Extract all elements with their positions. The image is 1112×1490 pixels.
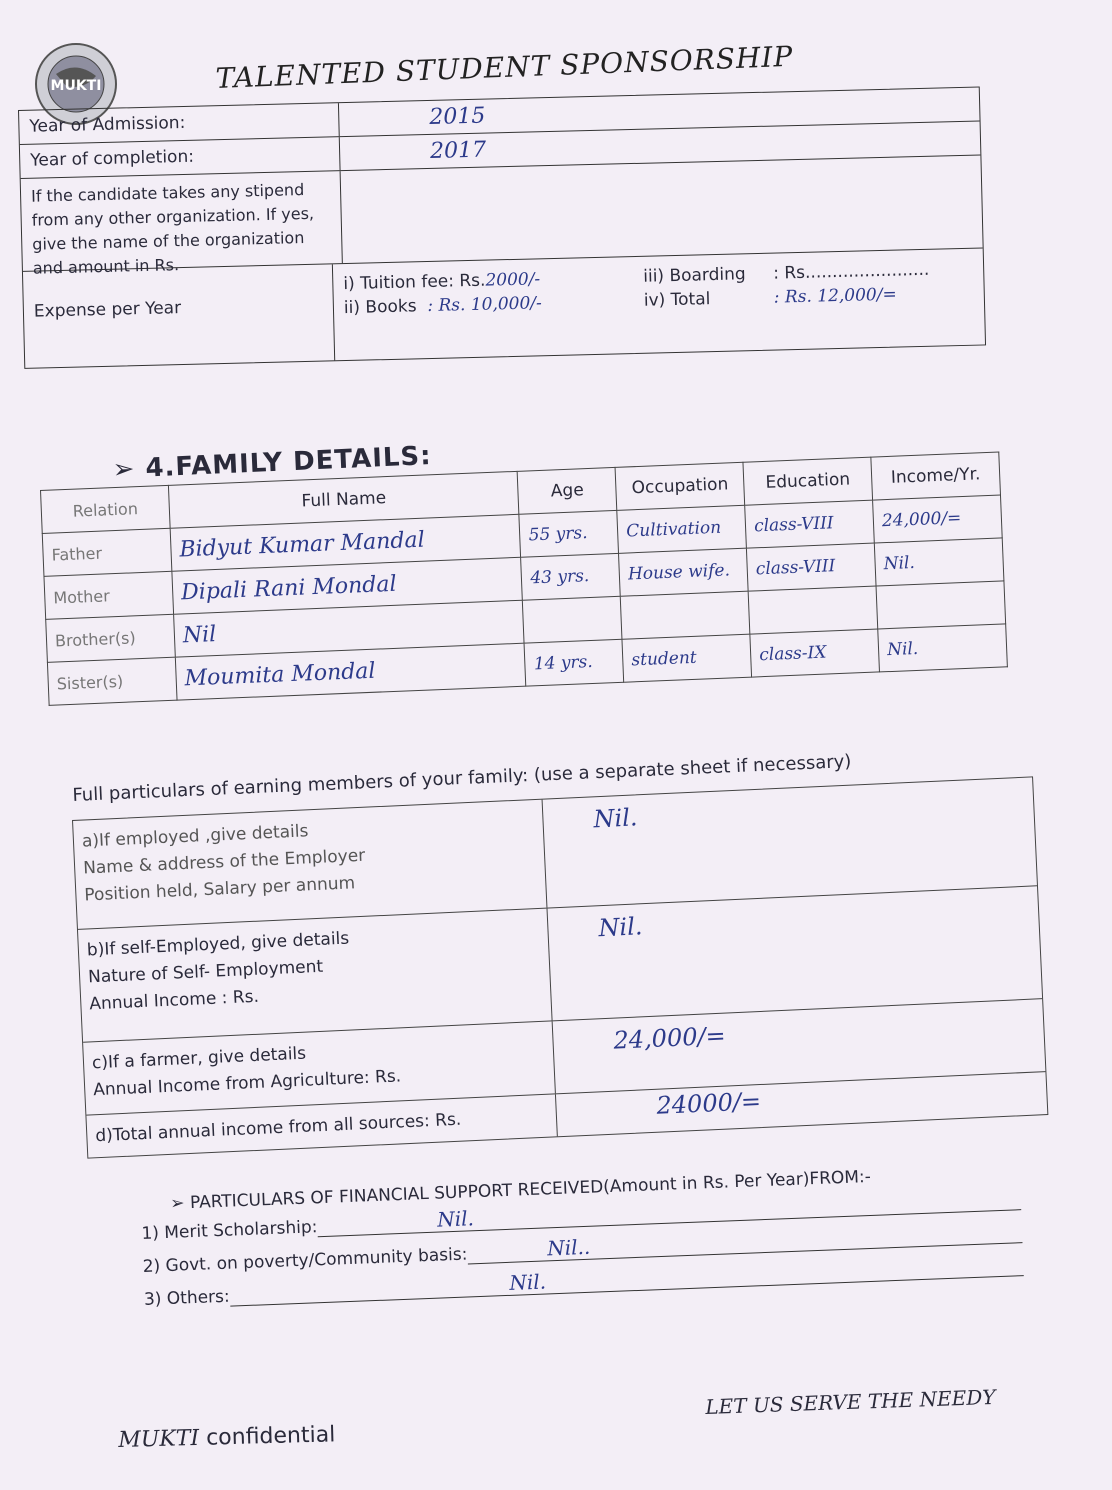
stipend-label: If the candidate takes any stipend from any other organization. If yes, give the name of the organization and amount in Rs.: [21, 171, 343, 271]
motto: LET US SERVE THE NEEDY: [705, 1384, 996, 1419]
completion-label: Year of completion:: [20, 137, 341, 178]
logo-text: MUKTI: [50, 78, 102, 94]
others-value: Nil.: [229, 1251, 1024, 1306]
self-employed-value: Nil.: [597, 912, 644, 943]
header-income: Income/Yr.: [871, 452, 1001, 500]
age-cell: 55 yrs.: [519, 510, 618, 557]
brand-name: MUKTI: [118, 1425, 200, 1453]
govt-value: Nil..: [467, 1218, 1023, 1264]
boarding-label: iii) Boarding: [643, 264, 746, 287]
name-cell: Nil: [174, 600, 525, 657]
admission-value: 2015: [428, 103, 486, 130]
self-employed-label: b)If self-Employed, give details Nature of Self- Employment Annual Income : Rs.: [78, 909, 553, 1042]
age-cell: 43 yrs.: [521, 553, 620, 600]
education-cell: [748, 586, 878, 634]
admission-label: Year of Admission:: [19, 103, 340, 144]
others-label: 3) Others:: [143, 1286, 231, 1310]
total-income-label: d)Total annual income from all sources: Rs.: [86, 1094, 557, 1157]
financial-heading: ➢ PARTICULARS OF FINANCIAL SUPPORT RECEIVED(Amount in Rs. Per Year)FROM:-: [169, 1166, 872, 1214]
books-value: : Rs. 10,000/-: [427, 293, 543, 317]
expense-label: Expense per Year: [23, 264, 335, 368]
education-cell: class-VIII: [745, 500, 875, 548]
age-cell: 14 yrs.: [525, 639, 624, 686]
confidential-note: [118, 1422, 336, 1453]
family-heading: ➢ 4.FAMILY DETAILS:: [112, 441, 433, 485]
farmer-value: 24,000/=: [612, 1021, 727, 1055]
total-income-value: 24000/=: [655, 1087, 762, 1120]
relation-cell: Brother(s): [46, 614, 176, 662]
family-table: [40, 451, 1008, 705]
income-cell: [876, 581, 1006, 629]
earning-heading: Full particulars of earning members of your family: (use a separate sheet if necessary): [72, 750, 852, 806]
confidential-label: confidential: [205, 1422, 336, 1451]
form-title: TALENTED STUDENT SPONSORSHIP: [215, 39, 794, 95]
tuition-label: i) Tuition fee: Rs.: [343, 270, 486, 295]
occupation-cell: student: [622, 634, 752, 682]
employed-value: Nil.: [592, 803, 639, 834]
arrow-icon: ➢: [112, 453, 147, 485]
boarding-value: : Rs.......................: [772, 259, 930, 284]
total-label: iv) Total: [643, 289, 711, 311]
header-relation: Relation: [41, 485, 171, 533]
employed-label: a)If employed ,give details Name & address of the Employer Position held, Salary per annum: [73, 800, 547, 929]
financial-support-section: [140, 1161, 1024, 1318]
occupation-cell: Cultivation: [617, 505, 747, 553]
header-occupation: Occupation: [615, 462, 745, 510]
education-cell: class-VIII: [746, 543, 876, 591]
income-cell: Nil.: [874, 538, 1004, 586]
name-cell: Dipali Rani Mondal: [172, 557, 523, 614]
merit-value: Nil.: [317, 1185, 1021, 1237]
merit-label: 1) Merit Scholarship:: [141, 1217, 318, 1244]
completion-value: 2017: [429, 137, 487, 164]
relation-cell: Father: [42, 528, 172, 576]
header-education: Education: [743, 457, 873, 505]
name-cell: Bidyut Kumar Mandal: [170, 514, 521, 571]
earning-table: [72, 776, 1048, 1158]
total-value: : Rs. 12,000/=: [773, 284, 897, 308]
farmer-label: c)If a farmer, give details Annual Income from Agriculture: Rs.: [83, 1021, 556, 1114]
income-cell: 24,000/=: [873, 495, 1003, 543]
arrow-icon: ➢: [169, 1193, 191, 1214]
header-full-name: Full Name: [168, 471, 519, 528]
occupation-cell: [620, 591, 750, 639]
relation-cell: Mother: [44, 571, 174, 619]
admission-table: [18, 86, 986, 368]
books-label: ii) Books: [343, 296, 417, 319]
name-cell: Moumita Mondal: [175, 643, 526, 700]
tuition-value: 2000/-: [485, 269, 541, 291]
relation-cell: Sister(s): [47, 657, 177, 705]
occupation-cell: House wife.: [619, 548, 749, 596]
age-cell: [523, 596, 622, 643]
income-cell: Nil.: [878, 624, 1008, 672]
stipend-value: [341, 156, 983, 264]
govt-label: 2) Govt. on poverty/Community basis:: [142, 1244, 468, 1277]
header-age: Age: [518, 467, 617, 514]
education-cell: class-IX: [750, 629, 880, 677]
